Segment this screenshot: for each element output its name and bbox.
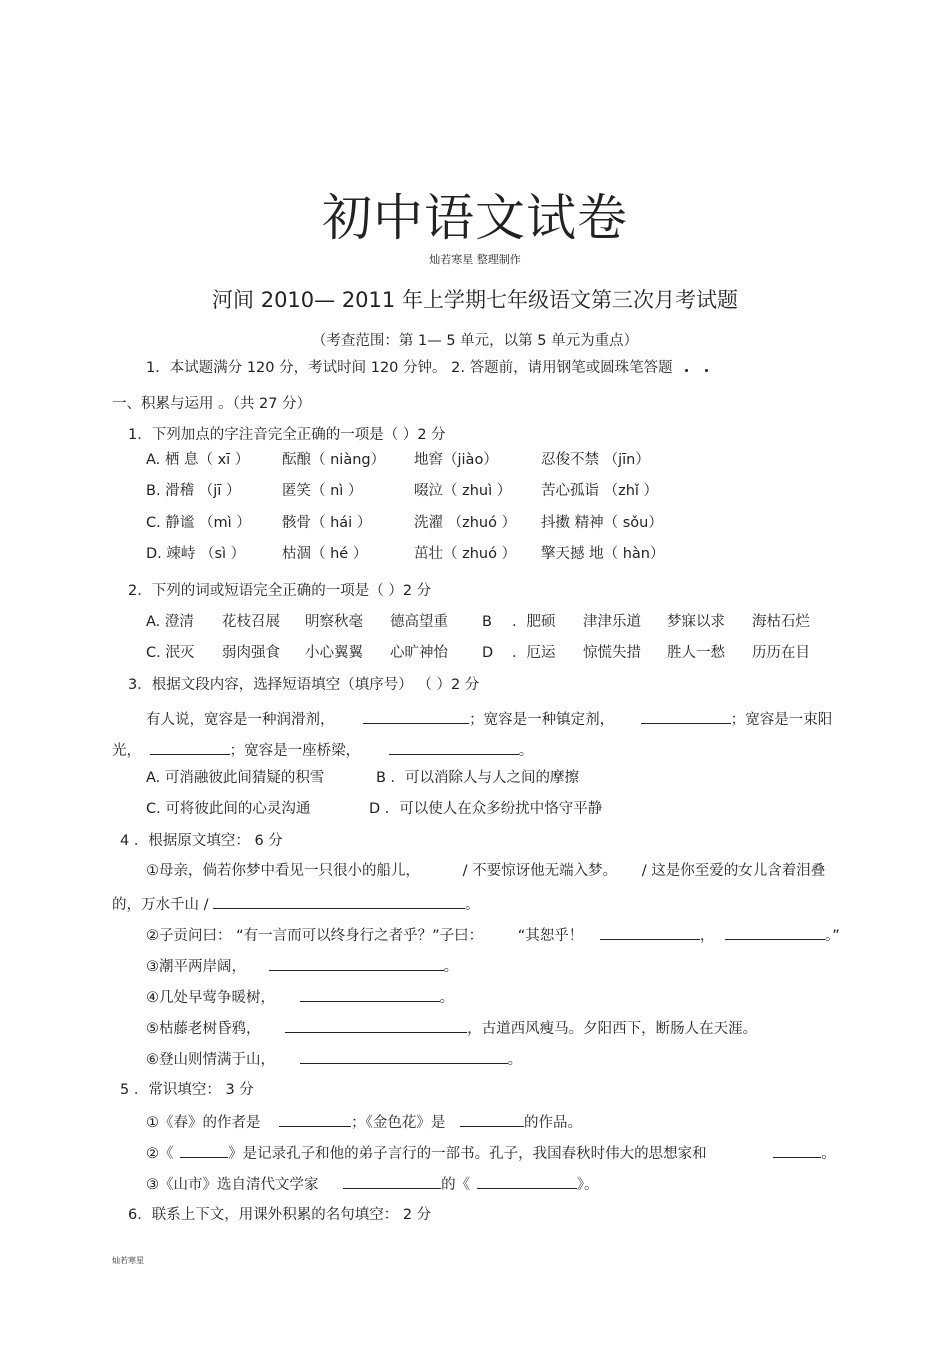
q4-text: / 不要惊讶他无端入梦。 <box>462 863 618 879</box>
q2-row-1-h: 梦寐以求 <box>667 614 725 630</box>
exam-scope: （考查范围：第 1— 5 单元，以第 5 单元为重点） <box>311 333 639 349</box>
q2-row-2-b: 弱肉强食 <box>222 645 280 661</box>
q3-para-line-1 <box>146 708 832 730</box>
q4-line-3 <box>146 924 840 946</box>
q3-stem: 3．根据文段内容，选择短语填空（填序号） （ ）2 分 <box>128 677 480 693</box>
q1-row-b-1: B. 滑稽 （jī ） <box>146 483 241 499</box>
q4-text: ，古道西风瘦马。夕阳西下，断肠人在天涯。 <box>467 1021 758 1037</box>
answer-blank[interactable] <box>460 1111 524 1127</box>
q5-text: 》。 <box>576 1177 599 1193</box>
q2-row-1-i: 海枯石烂 <box>752 614 810 630</box>
answer-blank[interactable] <box>725 924 825 940</box>
q2-row-2-h: 胜人一愁 <box>667 645 725 661</box>
q5-stem: 5 ．常识填空： 3 分 <box>120 1082 254 1098</box>
q3-para-line-2 <box>112 739 533 761</box>
answer-blank[interactable] <box>300 986 440 1002</box>
q4-text: 。 <box>443 959 459 975</box>
q2-row-1-b: 花枝召展 <box>222 614 280 630</box>
answer-blank[interactable] <box>269 955 444 971</box>
q2-row-2-i: 历历在目 <box>752 645 810 661</box>
q4-text: “其恕乎！ <box>517 928 584 944</box>
q1-row-d-1: D. 竦峙 （sì ） <box>146 546 246 562</box>
q1-row-a-2: 酝酿（ niàng） <box>282 452 386 468</box>
q4-text: ③潮平两岸阔， <box>146 959 246 975</box>
q4-line-4 <box>146 955 458 977</box>
q5-text: 。 <box>821 1146 836 1162</box>
q4-line-2 <box>112 893 480 915</box>
q3-text: ；宽容是一种镇定剂， <box>469 712 615 728</box>
q5-text: ③《山市》选自清代文学家 <box>146 1177 319 1193</box>
q1-row-c-4: 抖擞 精神（ sǒu） <box>541 515 663 531</box>
q3-option-b: B ．可以消除人与人之间的摩擦 <box>376 770 580 786</box>
q1-row-d-4: 擎天撼 地（ hàn） <box>541 546 665 562</box>
q1-row-c-1: C. 静谧 （mì ） <box>146 515 251 531</box>
answer-blank[interactable] <box>213 893 465 909</box>
q3-text: 。 <box>518 743 534 759</box>
q5-line-2 <box>146 1142 836 1164</box>
answer-blank[interactable] <box>300 1048 508 1064</box>
q6-stem: 6．联系上下文，用课外积累的名句填空： 2 分 <box>128 1207 432 1223</box>
q1-row-a-3: 地窖（jiào） <box>414 452 498 468</box>
q4-line-6 <box>146 1017 757 1039</box>
q2-row-1-g: 津津乐道 <box>583 614 641 630</box>
q4-text: 。” <box>824 928 840 944</box>
answer-blank[interactable] <box>279 1111 351 1127</box>
q4-text: ①母亲，倘若你梦中看见一只很小的船儿， <box>146 863 420 879</box>
q4-text: ②子贡问曰： “有一言而可以终身行之者乎？”子曰： <box>146 928 484 944</box>
q2-row-2-e: D <box>482 645 494 661</box>
q3-text: ；宽容是一座桥梁， <box>229 743 361 759</box>
q2-row-2-d: 心旷神怡 <box>390 645 448 661</box>
q2-row-2-c: 小心翼翼 <box>305 645 363 661</box>
exam-notice <box>146 358 708 378</box>
q4-text: ⑥登山则情满于山， <box>146 1052 275 1068</box>
q5-text: ①《春》的作者是 <box>146 1115 261 1131</box>
q4-line-1 <box>146 861 825 881</box>
q2-row-1-e: B <box>482 614 492 630</box>
credit-line: 灿若寒星 整理制作 <box>429 253 521 266</box>
q5-text: ；《金色花》是 <box>351 1115 446 1131</box>
q4-text: 。 <box>439 990 455 1006</box>
q2-row-1-c: 明察秋毫 <box>305 614 363 630</box>
q1-row-b-2: 匿笑（ nì ） <box>282 483 363 499</box>
answer-blank[interactable] <box>150 739 230 755</box>
answer-blank[interactable] <box>180 1142 228 1158</box>
answer-blank[interactable] <box>285 1017 467 1033</box>
q3-option-d: D ．可以使人在众多纷扰中恪守平静 <box>369 801 603 817</box>
q1-row-c-3: 洗濯 （zhuó ） <box>414 515 517 531</box>
q3-option-c: C. 可将彼此间的心灵沟通 <box>146 801 311 817</box>
q1-row-d-3: 茁壮（ zhuó ） <box>414 546 517 562</box>
notice-text: 1．本试题满分 120 分，考试时间 120 分钟。 2. 答题前，请用钢笔或圆珠笔答题 <box>146 360 673 376</box>
q2-stem: 2．下列的词或短语完全正确的一项是（ ）2 分 <box>128 583 432 599</box>
q4-text: ⑤枯藤老树昏鸦， <box>146 1021 261 1037</box>
q5-line-1 <box>146 1111 582 1133</box>
q4-text: ， <box>699 928 715 944</box>
q2-row-2-f: ．厄运 <box>512 645 556 661</box>
q2-row-1-a: A. 澄清 <box>146 614 194 630</box>
q2-row-1-d: 德高望重 <box>390 614 448 630</box>
q5-text: 的作品。 <box>523 1115 582 1131</box>
dot-mark <box>705 369 708 372</box>
answer-blank[interactable] <box>389 739 519 755</box>
q4-line-7 <box>146 1048 522 1070</box>
q2-row-1-f: ．肥硕 <box>512 614 556 630</box>
q1-row-d-2: 枯涸（ hé ） <box>282 546 368 562</box>
exam-subtitle: 河间 2010— 2011 年上学期七年级语文第三次月考试题 <box>212 288 738 312</box>
answer-blank[interactable] <box>343 1173 441 1189</box>
q2-row-2-g: 惊慌失措 <box>583 645 641 661</box>
big-title: 初中语文试卷 <box>322 189 628 247</box>
q4-text: 。 <box>507 1052 523 1068</box>
q4-stem: 4 ．根据原文填空： 6 分 <box>120 833 283 849</box>
q3-option-a: A. 可消融彼此间猜疑的积雪 <box>146 770 325 786</box>
q5-line-3 <box>146 1173 598 1195</box>
q4-text: 。 <box>465 897 480 913</box>
q1-row-a-1: A. 栖 息（ xī ） <box>146 452 250 468</box>
q1-row-b-4: 苦心孤诣 （zhǐ ） <box>541 483 659 499</box>
q3-text: ；宽容是一束阳 <box>730 712 833 728</box>
q1-row-b-3: 啜泣（ zhuì ） <box>414 483 512 499</box>
page-footer: 灿若寒星 <box>112 1256 144 1265</box>
q4-text: / 这是你至爱的女儿含着泪叠 <box>641 863 826 879</box>
q3-text: 有人说，宽容是一种润滑剂， <box>146 712 335 728</box>
answer-blank[interactable] <box>363 708 469 724</box>
section-1-title: 一、积累与运用 。（共 27 分） <box>112 396 312 412</box>
q4-text: 的，万水千山 / <box>112 897 209 913</box>
q1-stem: 1．下列加点的字注音完全正确的一项是（ ）2 分 <box>128 427 446 443</box>
q4-text: ④几处早莺争暖树， <box>146 990 275 1006</box>
dot-mark <box>685 369 688 372</box>
q5-text: 的《 <box>441 1177 471 1193</box>
q1-row-c-2: 骸骨（ hái ） <box>282 515 372 531</box>
q1-row-a-4: 忍俊不禁 （jīn） <box>541 452 650 468</box>
q3-text: 光， <box>112 743 141 759</box>
answer-blank[interactable] <box>477 1173 577 1189</box>
q5-text: 》是记录孔子和他的弟子言行的一部书。孔子，我国春秋时伟大的思想家和 <box>228 1146 707 1162</box>
q4-line-5 <box>146 986 454 1008</box>
q2-row-2-a: C. 泯灭 <box>146 645 195 661</box>
answer-blank[interactable] <box>641 708 731 724</box>
answer-blank[interactable] <box>600 924 700 940</box>
answer-blank[interactable] <box>773 1142 821 1158</box>
q5-text: ②《 <box>146 1146 174 1162</box>
